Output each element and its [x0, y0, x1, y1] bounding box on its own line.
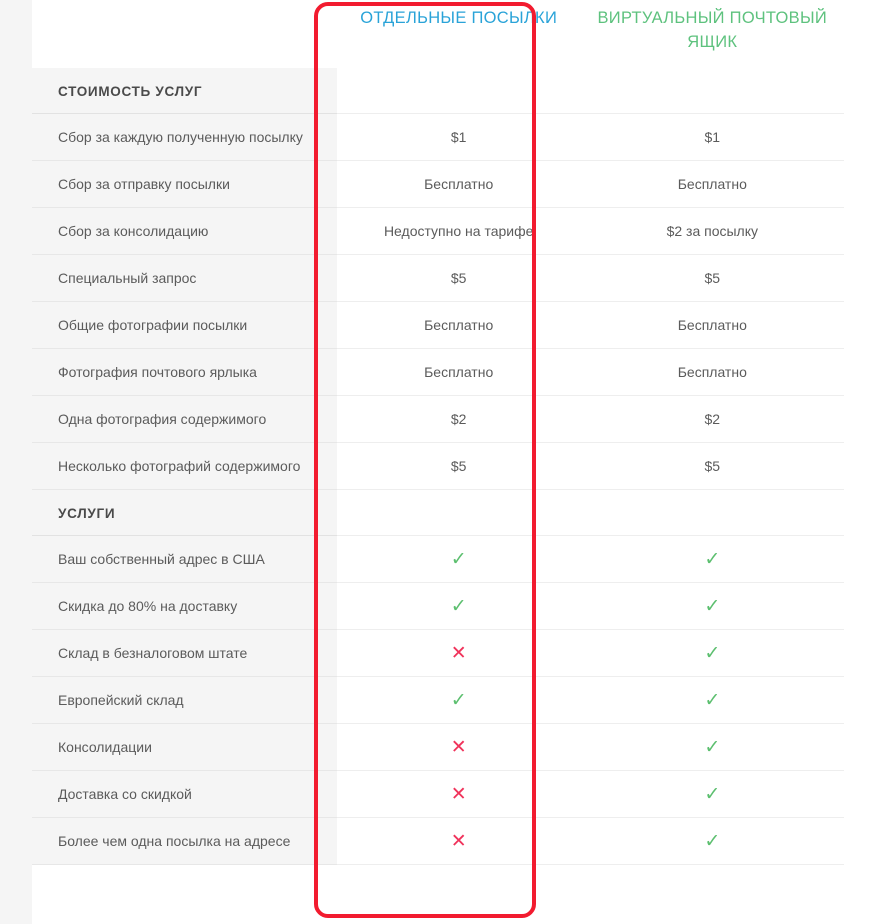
- table-row: [32, 349, 844, 396]
- check-icon: ✓: [704, 736, 721, 758]
- cross-icon: ✕: [450, 830, 467, 852]
- value-virtual-mailbox: $2 за посылку: [581, 208, 844, 255]
- value-single-parcels: Бесплатно: [337, 349, 581, 396]
- value-single-parcels: [337, 771, 581, 818]
- value-virtual-mailbox: $5: [581, 443, 844, 490]
- check-icon: ✓: [450, 548, 467, 570]
- feature-label: Сбор за консолидацию: [32, 208, 337, 255]
- value-single-parcels: [337, 583, 581, 630]
- value-virtual-mailbox: [581, 724, 844, 771]
- value-single-parcels: Недоступно на тарифе: [337, 208, 581, 255]
- value-virtual-mailbox: $1: [581, 114, 844, 161]
- feature-label: Сбор за отправку посылки: [32, 161, 337, 208]
- section-header-row: [32, 68, 844, 114]
- value-single-parcels: [337, 818, 581, 865]
- value-single-parcels: [337, 724, 581, 771]
- value-virtual-mailbox: [581, 677, 844, 724]
- table-row: [32, 302, 844, 349]
- table-row: [32, 161, 844, 208]
- value-virtual-mailbox: Бесплатно: [581, 161, 844, 208]
- comparison-table: [32, 0, 844, 865]
- table-row: [32, 724, 844, 771]
- table-body: [32, 68, 844, 865]
- right-margin: [844, 0, 887, 924]
- table-row: [32, 536, 844, 583]
- value-single-parcels: $2: [337, 396, 581, 443]
- section-header-spacer-vbox: [581, 490, 844, 536]
- check-icon: ✓: [704, 783, 721, 805]
- value-virtual-mailbox: $2: [581, 396, 844, 443]
- value-virtual-mailbox: [581, 630, 844, 677]
- table-row: [32, 818, 844, 865]
- table-row: [32, 255, 844, 302]
- header-cell-single-parcels: ОТДЕЛЬНЫЕ ПОСЫЛКИ: [360, 9, 558, 27]
- section-title: СТОИМОСТЬ УСЛУГ: [32, 68, 337, 114]
- table-row: [32, 630, 844, 677]
- value-single-parcels: [337, 630, 581, 677]
- value-virtual-mailbox: [581, 536, 844, 583]
- table-row: [32, 771, 844, 818]
- value-single-parcels: $5: [337, 443, 581, 490]
- cross-icon: ✕: [450, 783, 467, 805]
- table-row: [32, 443, 844, 490]
- feature-label: Сбор за каждую полученную посылку: [32, 114, 337, 161]
- feature-label: Европейский склад: [32, 677, 337, 724]
- feature-label: Скидка до 80% на доставку: [32, 583, 337, 630]
- section-header-spacer-single: [337, 490, 581, 536]
- section-title: УСЛУГИ: [32, 490, 337, 536]
- feature-label: Склад в безналоговом штате: [32, 630, 337, 677]
- header-cell-virtual-mailbox: ВИРТУАЛЬНЫЙ ПОЧТОВЫЙ ЯЩИК: [597, 9, 828, 51]
- feature-label: Более чем одна посылка на адресе: [32, 818, 337, 865]
- value-single-parcels: $5: [337, 255, 581, 302]
- check-icon: ✓: [450, 689, 467, 711]
- section-header-spacer-vbox: [581, 68, 844, 114]
- cross-icon: ✕: [450, 736, 467, 758]
- feature-label: Ваш собственный адрес в США: [32, 536, 337, 583]
- check-icon: ✓: [704, 830, 721, 852]
- comparison-table-wrapper: [32, 0, 844, 924]
- table-row: [32, 583, 844, 630]
- feature-label: Общие фотографии посылки: [32, 302, 337, 349]
- cross-icon: ✕: [450, 642, 467, 664]
- value-virtual-mailbox: Бесплатно: [581, 349, 844, 396]
- value-single-parcels: $1: [337, 114, 581, 161]
- value-single-parcels: Бесплатно: [337, 302, 581, 349]
- left-gutter: [0, 0, 32, 924]
- check-icon: ✓: [704, 642, 721, 664]
- value-single-parcels: [337, 536, 581, 583]
- feature-label: Доставка со скидкой: [32, 771, 337, 818]
- table-header: [32, 0, 844, 68]
- value-virtual-mailbox: $5: [581, 255, 844, 302]
- header-cell-empty: [32, 0, 337, 68]
- value-virtual-mailbox: [581, 818, 844, 865]
- feature-label: Консолидации: [32, 724, 337, 771]
- value-virtual-mailbox: [581, 583, 844, 630]
- section-header-spacer-single: [337, 68, 581, 114]
- feature-label: Фотография почтового ярлыка: [32, 349, 337, 396]
- feature-label: Специальный запрос: [32, 255, 337, 302]
- feature-label: Несколько фотографий содержимого: [32, 443, 337, 490]
- table-row: [32, 396, 844, 443]
- table-row: [32, 677, 844, 724]
- value-virtual-mailbox: [581, 771, 844, 818]
- value-virtual-mailbox: Бесплатно: [581, 302, 844, 349]
- table-row: [32, 208, 844, 255]
- section-header-row: [32, 490, 844, 536]
- check-icon: ✓: [450, 595, 467, 617]
- check-icon: ✓: [704, 689, 721, 711]
- check-icon: ✓: [704, 595, 721, 617]
- value-single-parcels: [337, 677, 581, 724]
- value-single-parcels: Бесплатно: [337, 161, 581, 208]
- check-icon: ✓: [704, 548, 721, 570]
- feature-label: Одна фотография содержимого: [32, 396, 337, 443]
- table-row: [32, 114, 844, 161]
